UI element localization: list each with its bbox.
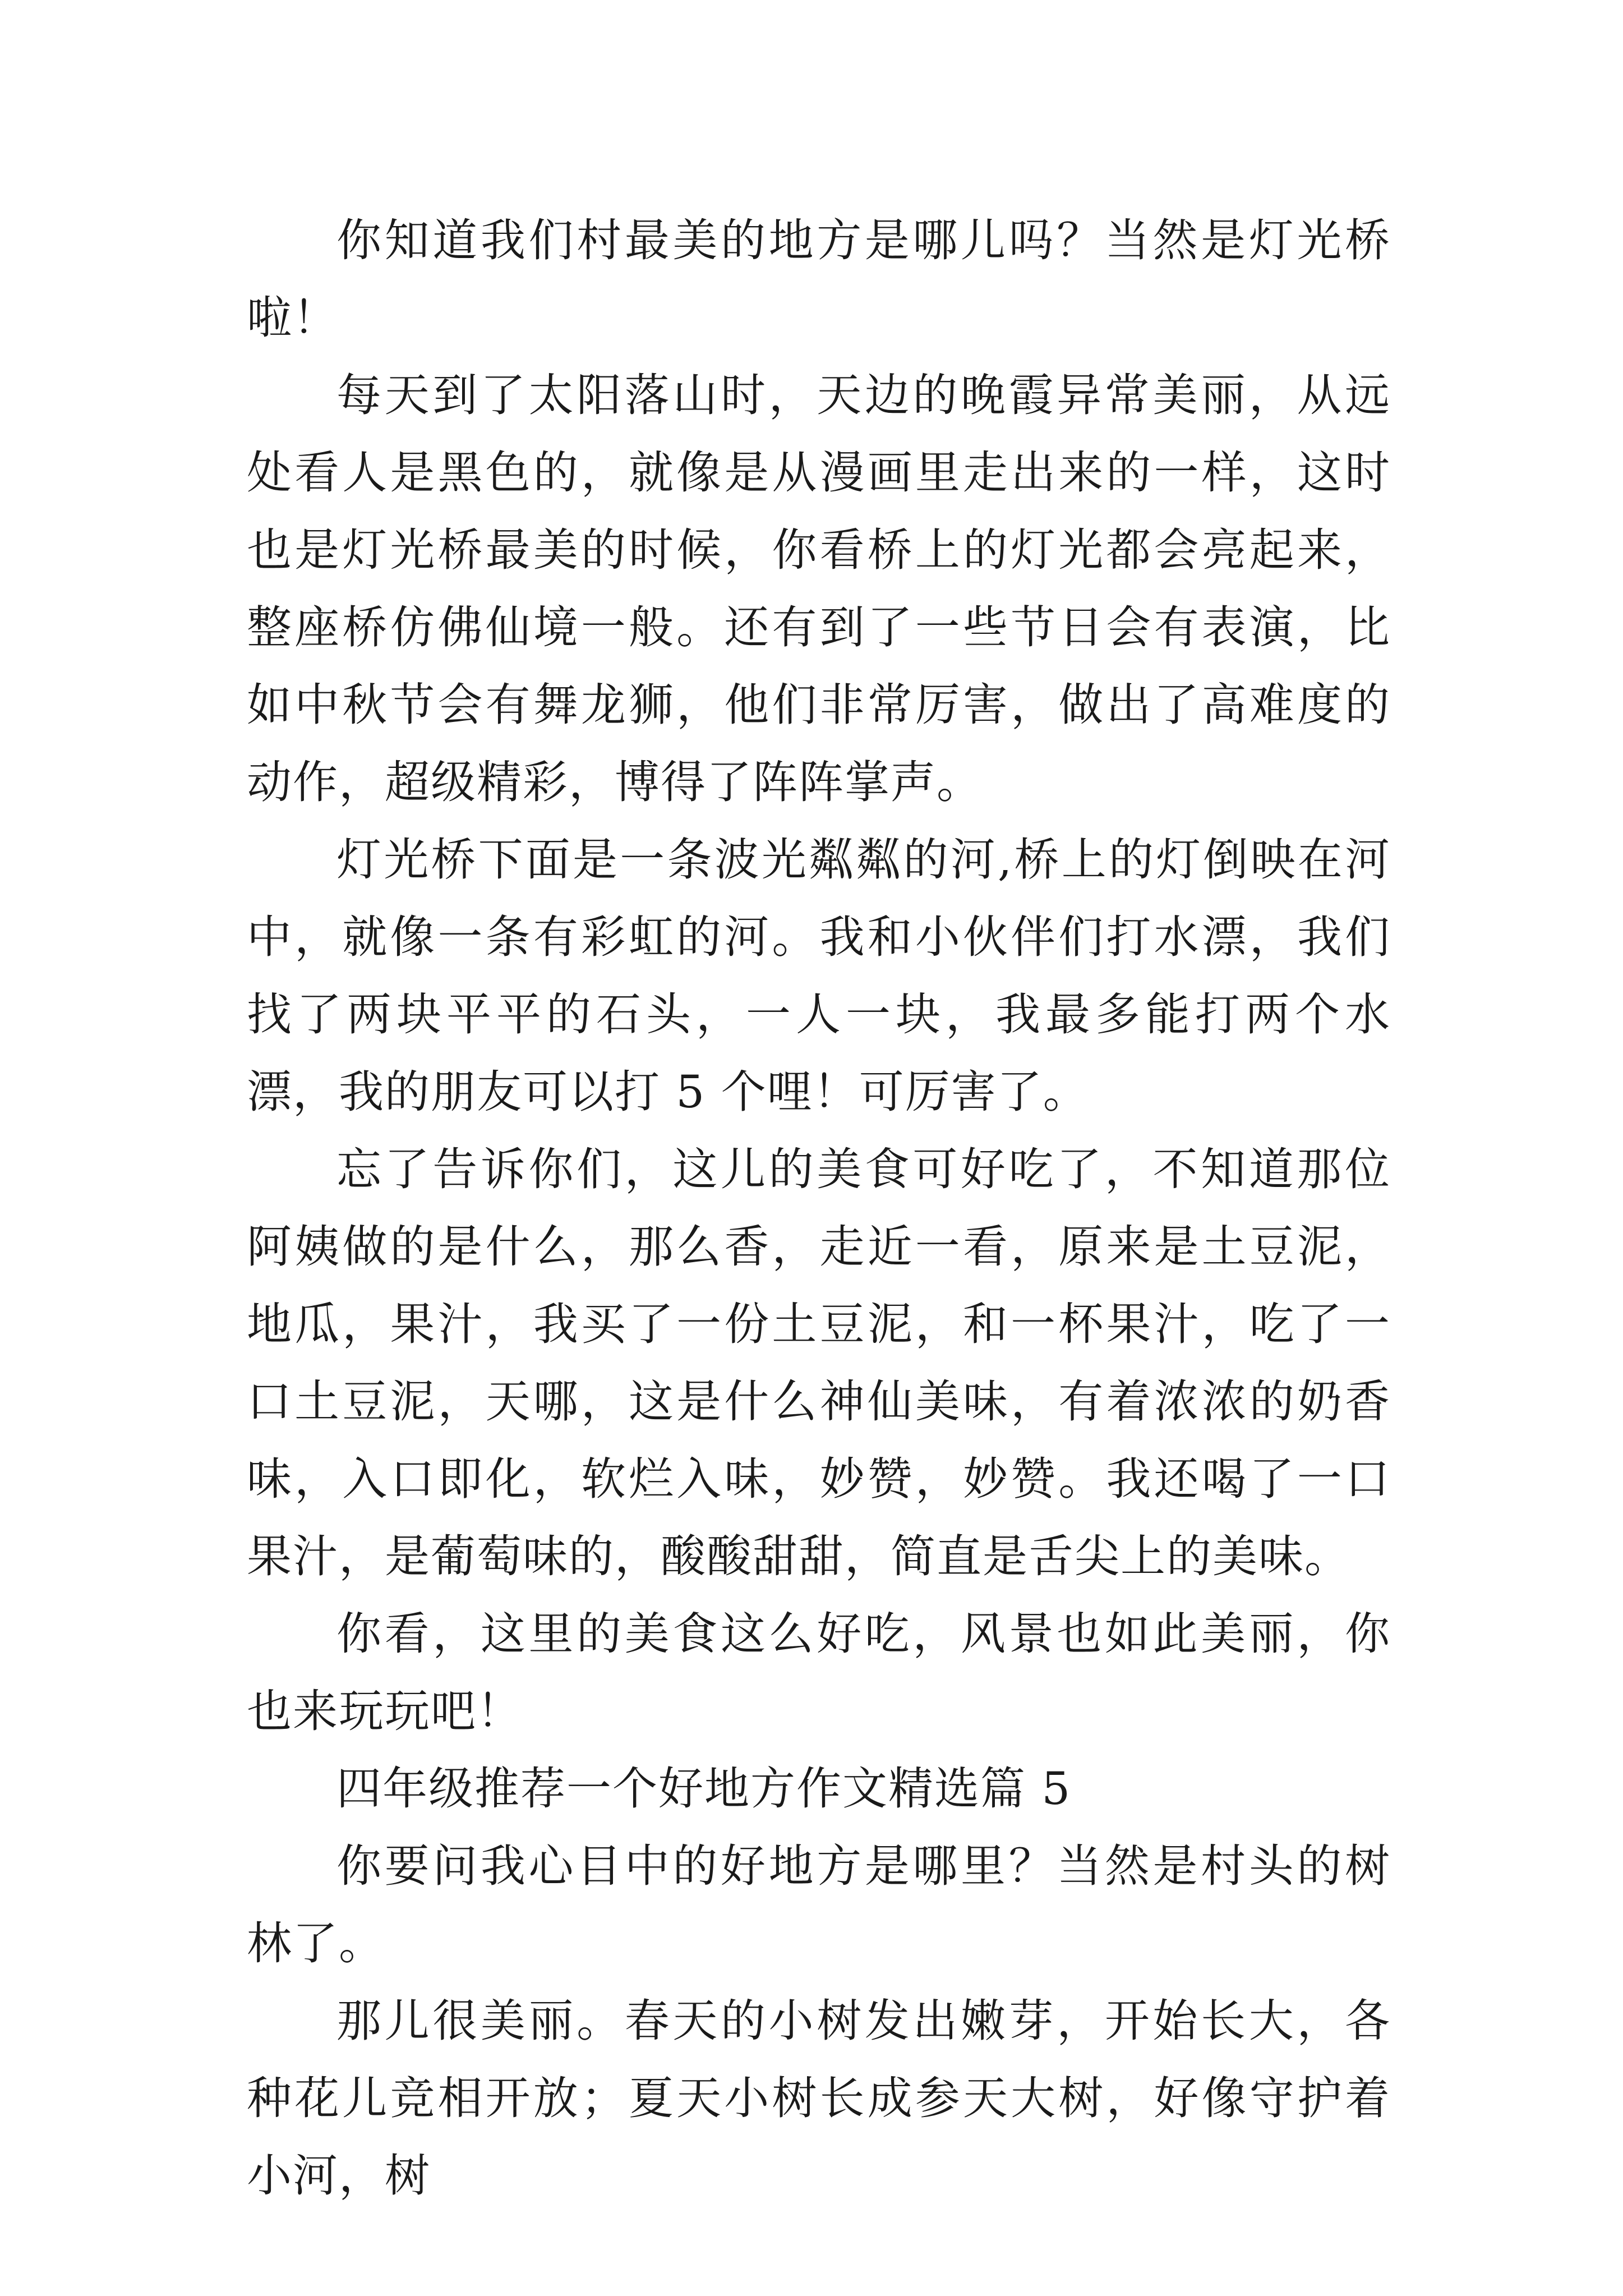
- paragraph: 你看，这里的美食这么好吃，风景也如此美丽，你也来玩玩吧！: [247, 1608, 1391, 1737]
- paragraph: 每天到了太阳落山时，天边的晚霞异常美丽，从远处看人是黑色的，就像是从漫画里走出来的一样，这时也是灯光桥最美的时候，你看桥上的灯光都会亮起来，整座桥仿佛仙境一般。还有到了一些节日会有表演，比如中秋节会有舞龙狮，他们非常厉害，做出了高难度的动作，超级精彩，博得了阵阵掌声。: [247, 369, 1391, 808]
- paragraph: 你要问我心目中的好地方是哪里？当然是村头的树林了。: [247, 1840, 1391, 1970]
- paragraph: 那儿很美丽。春天的小树发出嫩芽，开始长大，各种花儿竞相开放；夏天小树长成参天大树，好像守护着小河，树: [247, 1995, 1391, 2202]
- paragraph: 忘了告诉你们，这儿的美食可好吃了，不知道那位阿姨做的是什么，那么香，走近一看，原来是土豆泥，地瓜，果汁，我买了一份土豆泥，和一杯果汁，吃了一口土豆泥，天哪，这是什么神仙美味，有着浓浓的奶香味，入口即化，软烂入味，妙赞，妙赞。我还喝了一口果汁，是葡萄味的，酸酸甜甜，简直是舌尖上的美味。: [247, 1143, 1391, 1582]
- document-body: [247, 202, 1391, 2215]
- paragraph: 灯光桥下面是一条波光粼粼的河,桥上的灯倒映在河中，就像一条有彩虹的河。我和小伙伴们打水漂，我们找了两块平平的石头，一人一块，我最多能打两个水漂，我的朋友可以打 5 个哩！可厉害了。: [247, 834, 1391, 1118]
- section-title: 四年级推荐一个好地方作文精选篇 5: [336, 1763, 1072, 1815]
- paragraph: 你知道我们村最美的地方是哪儿吗？当然是灯光桥啦！: [247, 214, 1391, 344]
